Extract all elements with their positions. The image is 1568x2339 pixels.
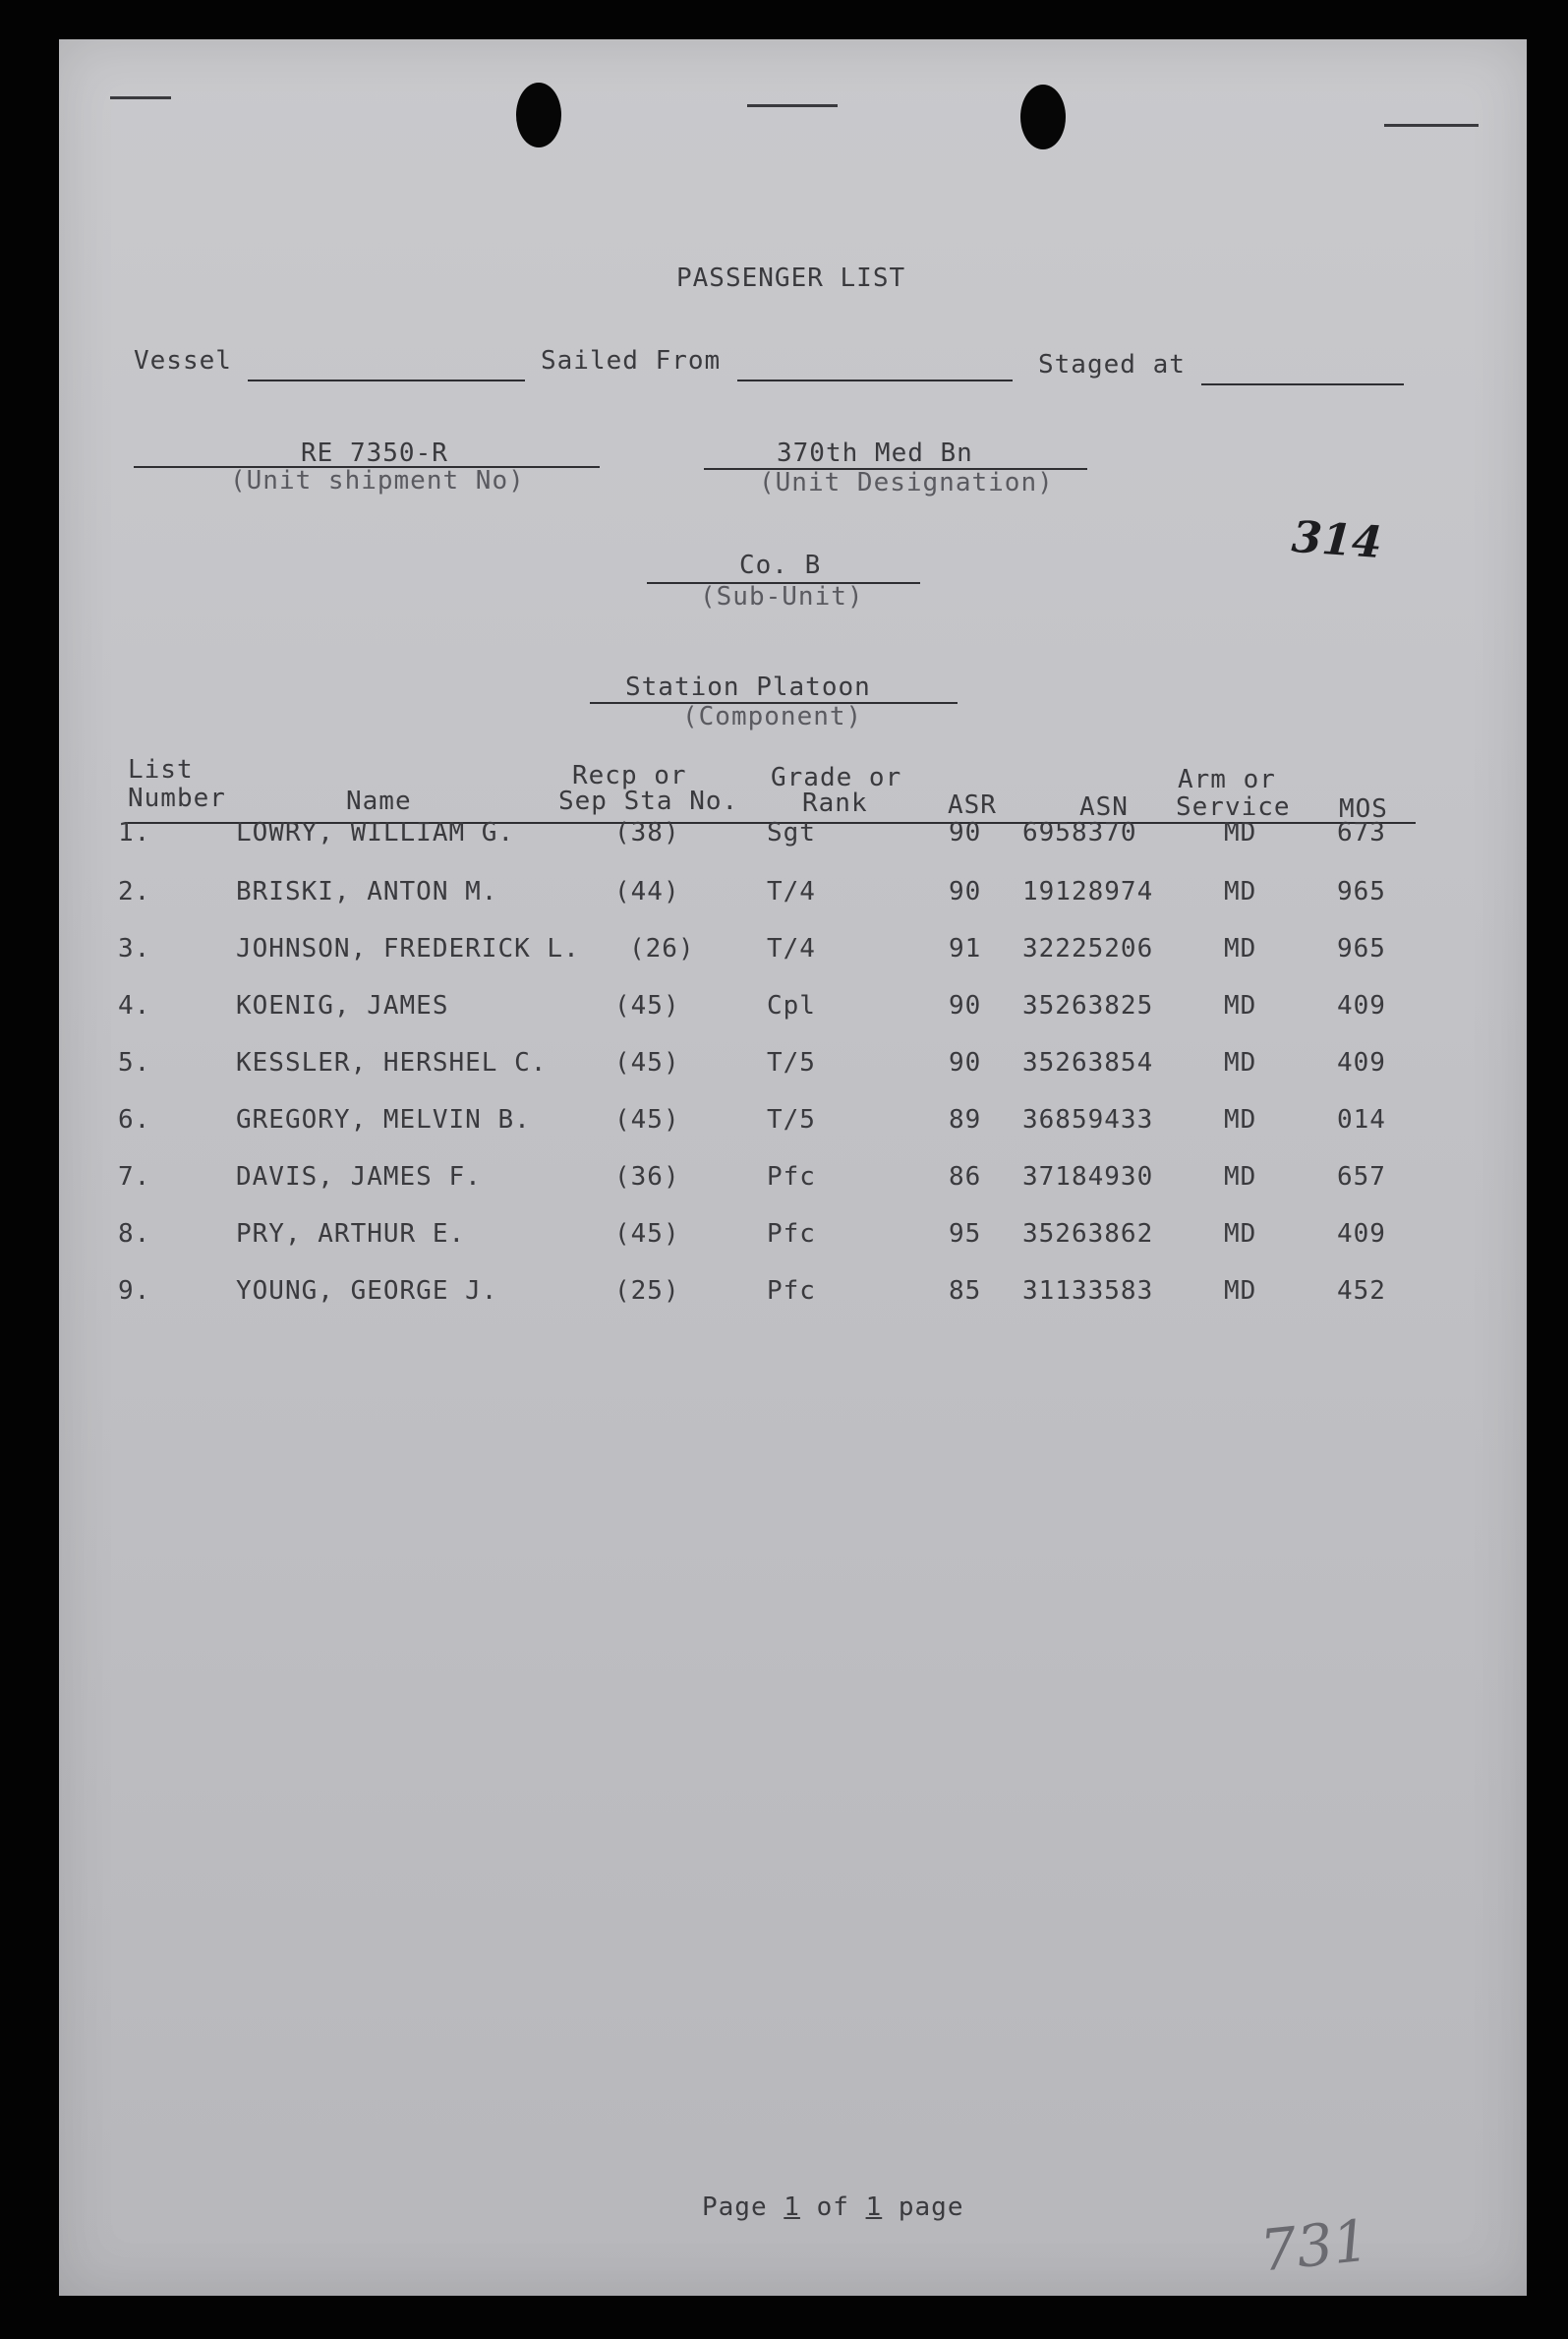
- row-arm: MD: [1224, 991, 1257, 1021]
- row-number: 7.: [118, 1162, 151, 1192]
- header-list-number-line1: List: [128, 755, 194, 785]
- stamped-page-number: 314: [1290, 511, 1384, 569]
- row-number: 8.: [118, 1219, 151, 1249]
- document-title: PASSENGER LIST: [676, 263, 906, 293]
- component-caption: (Component): [682, 702, 863, 731]
- row-sep-sta: (44): [614, 877, 680, 906]
- row-name: DAVIS, JAMES F.: [236, 1162, 482, 1192]
- header-name: Name: [346, 787, 412, 816]
- staged-at-label: Staged at: [1038, 350, 1186, 380]
- header-recp-line2: Sep Sta No.: [558, 787, 739, 816]
- row-mos: 409: [1337, 1048, 1386, 1078]
- row-arm: MD: [1224, 818, 1257, 848]
- row-grade: Pfc: [767, 1162, 816, 1192]
- punch-hole-right: [1020, 85, 1066, 149]
- row-name: JOHNSON, FREDERICK L.: [236, 934, 580, 964]
- row-asn: 6958370: [1022, 818, 1137, 848]
- row-asn: 32225206: [1022, 934, 1154, 964]
- row-mos: 657: [1337, 1162, 1386, 1192]
- row-asr: 95: [949, 1219, 982, 1249]
- top-right-dash: [1384, 124, 1479, 127]
- footer-suffix: page: [898, 2193, 964, 2222]
- row-sep-sta: (26): [629, 934, 695, 964]
- page-footer: [702, 2193, 964, 2222]
- header-list-number-line2: Number: [128, 784, 226, 813]
- table-row: [59, 1276, 1527, 1316]
- punch-hole-left: [516, 83, 561, 147]
- row-number: 4.: [118, 991, 151, 1021]
- table-row: [59, 934, 1527, 973]
- unit-designation-caption: (Unit Designation): [759, 468, 1054, 497]
- header-arm-line2: Service: [1176, 792, 1291, 822]
- document-page: [59, 39, 1527, 2296]
- row-asr: 85: [949, 1276, 982, 1306]
- row-number: 1.: [118, 818, 151, 848]
- row-sep-sta: (45): [614, 1105, 680, 1135]
- pencil-annotation: 731: [1256, 2206, 1372, 2285]
- component: Station Platoon: [625, 672, 871, 702]
- row-mos: 014: [1337, 1105, 1386, 1135]
- row-name: LOWRY, WILLIAM G.: [236, 818, 515, 848]
- top-left-dash: [110, 96, 171, 99]
- row-arm: MD: [1224, 877, 1257, 906]
- row-sep-sta: (45): [614, 1048, 680, 1078]
- header-recp-line1: Recp or: [572, 761, 687, 790]
- row-grade: Sgt: [767, 818, 816, 848]
- row-grade: T/5: [767, 1048, 816, 1078]
- header-mos: MOS: [1339, 794, 1388, 824]
- row-asn: 31133583: [1022, 1276, 1154, 1306]
- row-mos: 409: [1337, 1219, 1386, 1249]
- row-asr: 90: [949, 1048, 982, 1078]
- row-grade: Cpl: [767, 991, 816, 1021]
- row-asn: 35263862: [1022, 1219, 1154, 1249]
- staged-at-line: [1201, 383, 1404, 385]
- table-row: [59, 1048, 1527, 1087]
- top-center-dash: [747, 104, 838, 107]
- row-asr: 90: [949, 877, 982, 906]
- row-number: 2.: [118, 877, 151, 906]
- footer-page-total: 1: [865, 2193, 883, 2222]
- footer-page-number: 1: [784, 2193, 800, 2222]
- table-row: [59, 1162, 1527, 1201]
- row-name: KESSLER, HERSHEL C.: [236, 1048, 548, 1078]
- footer-prefix: Page: [702, 2193, 768, 2222]
- header-arm-line1: Arm or: [1178, 765, 1276, 794]
- row-grade: T/4: [767, 934, 816, 964]
- row-mos: 452: [1337, 1276, 1386, 1306]
- row-number: 6.: [118, 1105, 151, 1135]
- row-number: 9.: [118, 1276, 151, 1306]
- row-asr: 91: [949, 934, 982, 964]
- table-row: [59, 1105, 1527, 1144]
- row-sep-sta: (45): [614, 1219, 680, 1249]
- row-arm: MD: [1224, 1048, 1257, 1078]
- sailed-from-line: [737, 380, 1013, 381]
- row-arm: MD: [1224, 934, 1257, 964]
- row-name: YOUNG, GEORGE J.: [236, 1276, 498, 1306]
- row-name: BRISKI, ANTON M.: [236, 877, 498, 906]
- row-asn: 37184930: [1022, 1162, 1154, 1192]
- row-sep-sta: (38): [614, 818, 680, 848]
- row-grade: Pfc: [767, 1276, 816, 1306]
- row-asr: 90: [949, 991, 982, 1021]
- table-row: [59, 877, 1527, 916]
- row-asr: 89: [949, 1105, 982, 1135]
- header-grade-line1: Grade or: [771, 763, 902, 792]
- row-grade: T/5: [767, 1105, 816, 1135]
- sub-unit: Co. B: [739, 551, 822, 580]
- row-grade: Pfc: [767, 1219, 816, 1249]
- sailed-from-label: Sailed From: [541, 346, 722, 376]
- row-mos: 409: [1337, 991, 1386, 1021]
- header-grade-line2: Rank: [802, 789, 868, 818]
- row-asn: 35263854: [1022, 1048, 1154, 1078]
- row-asn: 36859433: [1022, 1105, 1154, 1135]
- row-mos: 965: [1337, 877, 1386, 906]
- row-mos: 673: [1337, 818, 1386, 848]
- vessel-line: [248, 380, 525, 381]
- row-asr: 90: [949, 818, 982, 848]
- sub-unit-caption: (Sub-Unit): [700, 582, 864, 612]
- row-grade: T/4: [767, 877, 816, 906]
- table-row: [59, 1219, 1527, 1258]
- table-row: [59, 818, 1527, 857]
- row-asn: 35263825: [1022, 991, 1154, 1021]
- row-arm: MD: [1224, 1219, 1257, 1249]
- row-name: GREGORY, MELVIN B.: [236, 1105, 531, 1135]
- row-number: 5.: [118, 1048, 151, 1078]
- row-asn: 19128974: [1022, 877, 1154, 906]
- unit-designation: 370th Med Bn: [777, 439, 973, 468]
- row-sep-sta: (45): [614, 991, 680, 1021]
- unit-shipment-caption: (Unit shipment No): [230, 466, 525, 496]
- header-asr: ASR: [948, 790, 997, 820]
- row-sep-sta: (25): [614, 1276, 680, 1306]
- row-name: KOENIG, JAMES: [236, 991, 449, 1021]
- row-mos: 965: [1337, 934, 1386, 964]
- row-arm: MD: [1224, 1105, 1257, 1135]
- row-asr: 86: [949, 1162, 982, 1192]
- row-arm: MD: [1224, 1162, 1257, 1192]
- header-asn: ASN: [1079, 792, 1129, 822]
- row-number: 3.: [118, 934, 151, 964]
- footer-of: of: [816, 2193, 849, 2222]
- row-sep-sta: (36): [614, 1162, 680, 1192]
- row-name: PRY, ARTHUR E.: [236, 1219, 466, 1249]
- row-arm: MD: [1224, 1276, 1257, 1306]
- unit-shipment-number: RE 7350-R: [301, 439, 448, 468]
- table-row: [59, 991, 1527, 1030]
- vessel-label: Vessel: [134, 346, 232, 376]
